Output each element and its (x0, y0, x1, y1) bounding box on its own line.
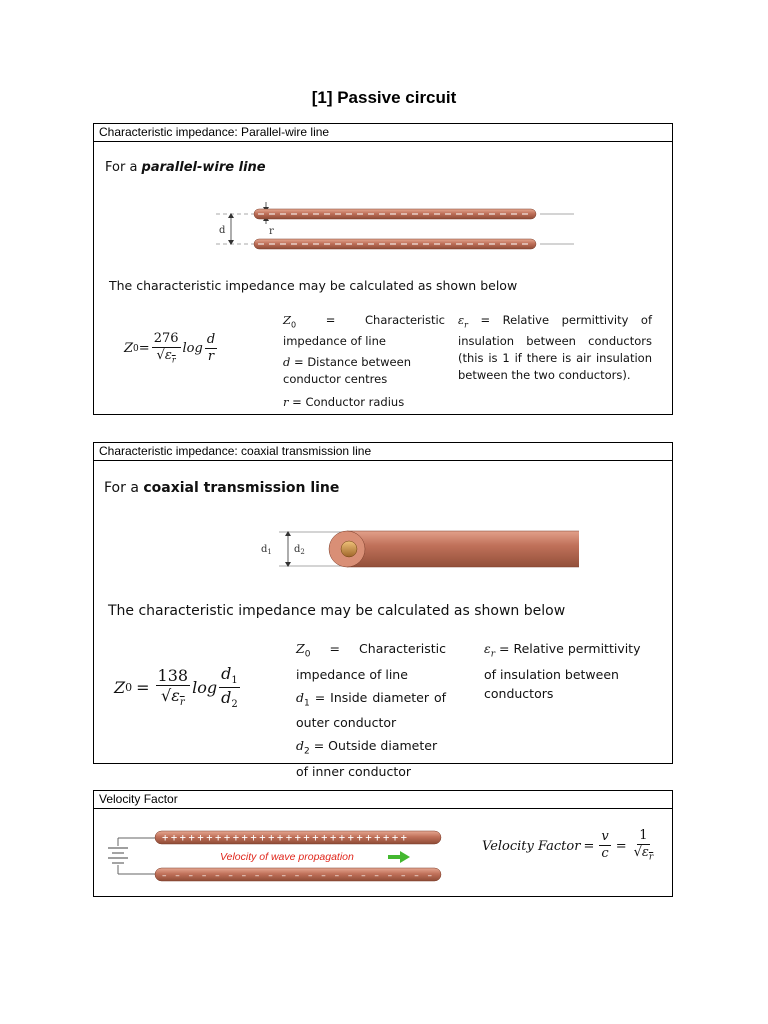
den-sqrt: $√\varepsilon_r$ (633, 844, 654, 863)
def-sub: 2 (304, 746, 310, 757)
def-sub: 0 (304, 649, 311, 660)
numerator: 138 (157, 665, 189, 685)
intro-bold: coaxial transmission line (143, 480, 340, 496)
plus-charges: ++++++++++++++++++++++++++++ (162, 832, 407, 844)
intro-text (104, 480, 339, 496)
def-sub: 1 (304, 698, 310, 708)
ratio-den: r (207, 348, 215, 364)
inner-conductor-end (341, 541, 357, 557)
log-text: log (192, 678, 218, 698)
formula-lhs-sub: 0 (133, 343, 139, 354)
def-d (283, 354, 445, 388)
def-text: = Relative permittivity of insulation between conductors (484, 641, 641, 701)
fraction-v-c (599, 830, 610, 862)
intro-prefix: For a (105, 160, 142, 175)
def-d2 (296, 736, 446, 781)
def-z0 (283, 312, 445, 350)
page-title: [1] Passive circuit (311, 88, 457, 107)
section-body (94, 809, 672, 897)
section-body (94, 461, 672, 779)
def-text: = Relative permittivity of insulation between conductors (this is 1 if there is air insulation between the two conductors). (458, 313, 653, 383)
fraction-one-sqrt-eps (632, 829, 656, 863)
formula-lhs: Velocity Factor (482, 838, 581, 854)
fraction-ratio (205, 333, 217, 365)
formula-velocity-factor: Velocity Factor = $\frac{v}{c}$ = $\frac{1}{√\varepsilon_r}$ (482, 828, 654, 863)
definition-eps (458, 312, 652, 384)
den-sub: r (171, 355, 176, 365)
calc-text: The characteristic impedance may be calculated as shown below (108, 603, 566, 619)
den-sub: r (648, 852, 654, 863)
section-header: Velocity Factor (94, 791, 672, 809)
def-r (283, 394, 445, 411)
den-symbol: ε (171, 686, 180, 706)
den-sub: r (179, 697, 185, 709)
def-z0 (296, 639, 446, 684)
fraction-ratio (219, 665, 240, 711)
def-text: = Conductor radius (292, 395, 405, 410)
section-parallel-wire (93, 123, 673, 415)
def-sub: r (464, 320, 468, 330)
num-one: 1 (639, 828, 648, 843)
coaxial-diagram (259, 519, 579, 579)
formula-lhs-sub: 0 (125, 681, 133, 695)
arrow-right-icon (388, 851, 410, 863)
fraction-coefficient (152, 332, 181, 365)
definitions-col-1 (283, 312, 445, 411)
def-symbol: ε (458, 313, 465, 327)
definitions-col-1 (296, 639, 446, 781)
def-text: = Inside diameter of outer conductor (296, 689, 446, 730)
def-text: = Outside diameter of inner conductor (296, 738, 438, 779)
section-velocity-factor (93, 790, 673, 897)
def-symbol: d (296, 738, 305, 753)
def-d1 (296, 688, 446, 733)
ratio-num: d (206, 331, 216, 347)
label-d1: $d_1$ (261, 544, 272, 556)
section-coaxial (93, 442, 673, 779)
calc-text: The characteristic impedance may be calculated as shown below (109, 278, 518, 293)
def-symbol: d (296, 689, 305, 705)
velocity-diagram (100, 826, 450, 886)
def-symbol: r (283, 395, 289, 410)
label-r: r (269, 226, 274, 237)
formula-parallel: Z 0 = $\frac{276}{√\varepsilon_r}$ log $\frac{d}{r}$ (124, 331, 216, 365)
label-d2: $d_2$ (294, 544, 305, 556)
label-d: d (219, 225, 226, 236)
intro-text (105, 160, 266, 175)
def-symbol: Z (296, 641, 305, 656)
def-symbol: ε (484, 641, 491, 656)
def-symbol: Z (283, 313, 291, 327)
parallel-wire-diagram (214, 202, 614, 262)
wave-label: Velocity of wave propagation (220, 851, 354, 863)
section-header: Characteristic impedance: coaxial transmission line (94, 443, 672, 461)
minus-charges: – – – – – – – – – – – – – – – – – – – – – (162, 871, 432, 881)
def-sub: r (490, 649, 496, 660)
def-text: = Characteristic impedance of line (283, 313, 445, 349)
definition-eps (484, 639, 654, 703)
intro-bold: parallel-wire line (141, 160, 266, 175)
def-symbol: d (283, 355, 291, 370)
denominator: $√\varepsilon_r$ (156, 347, 176, 365)
section-header: Characteristic impedance: Parallel-wire line (94, 124, 672, 142)
numerator: 276 (153, 331, 179, 346)
def-text: = Characteristic impedance of line (296, 641, 446, 682)
denominator: $√\varepsilon_r$ (161, 686, 185, 709)
formula-lhs: Z (114, 678, 126, 698)
den-symbol: ε (164, 347, 172, 363)
intro-prefix: For a (104, 480, 144, 496)
den-symbol: ε (641, 844, 649, 860)
section-body (94, 142, 672, 415)
def-text: = Distance between conductor centres (283, 355, 411, 387)
num-v: v (601, 829, 609, 845)
formula-lhs: Z (124, 341, 134, 357)
den-c: c (601, 846, 609, 862)
formula-coaxial: Z 0 = $\frac{138}{√\varepsilon_r}$ log $\frac{d_1}{d_2}$ (114, 664, 238, 710)
log-text: log (182, 341, 203, 357)
ratio-den: $d_2$ (221, 687, 238, 710)
def-sub: 0 (291, 320, 297, 330)
fraction-coefficient (156, 667, 191, 710)
outer-conductor (347, 531, 579, 567)
ratio-num: $d_1$ (221, 664, 238, 687)
